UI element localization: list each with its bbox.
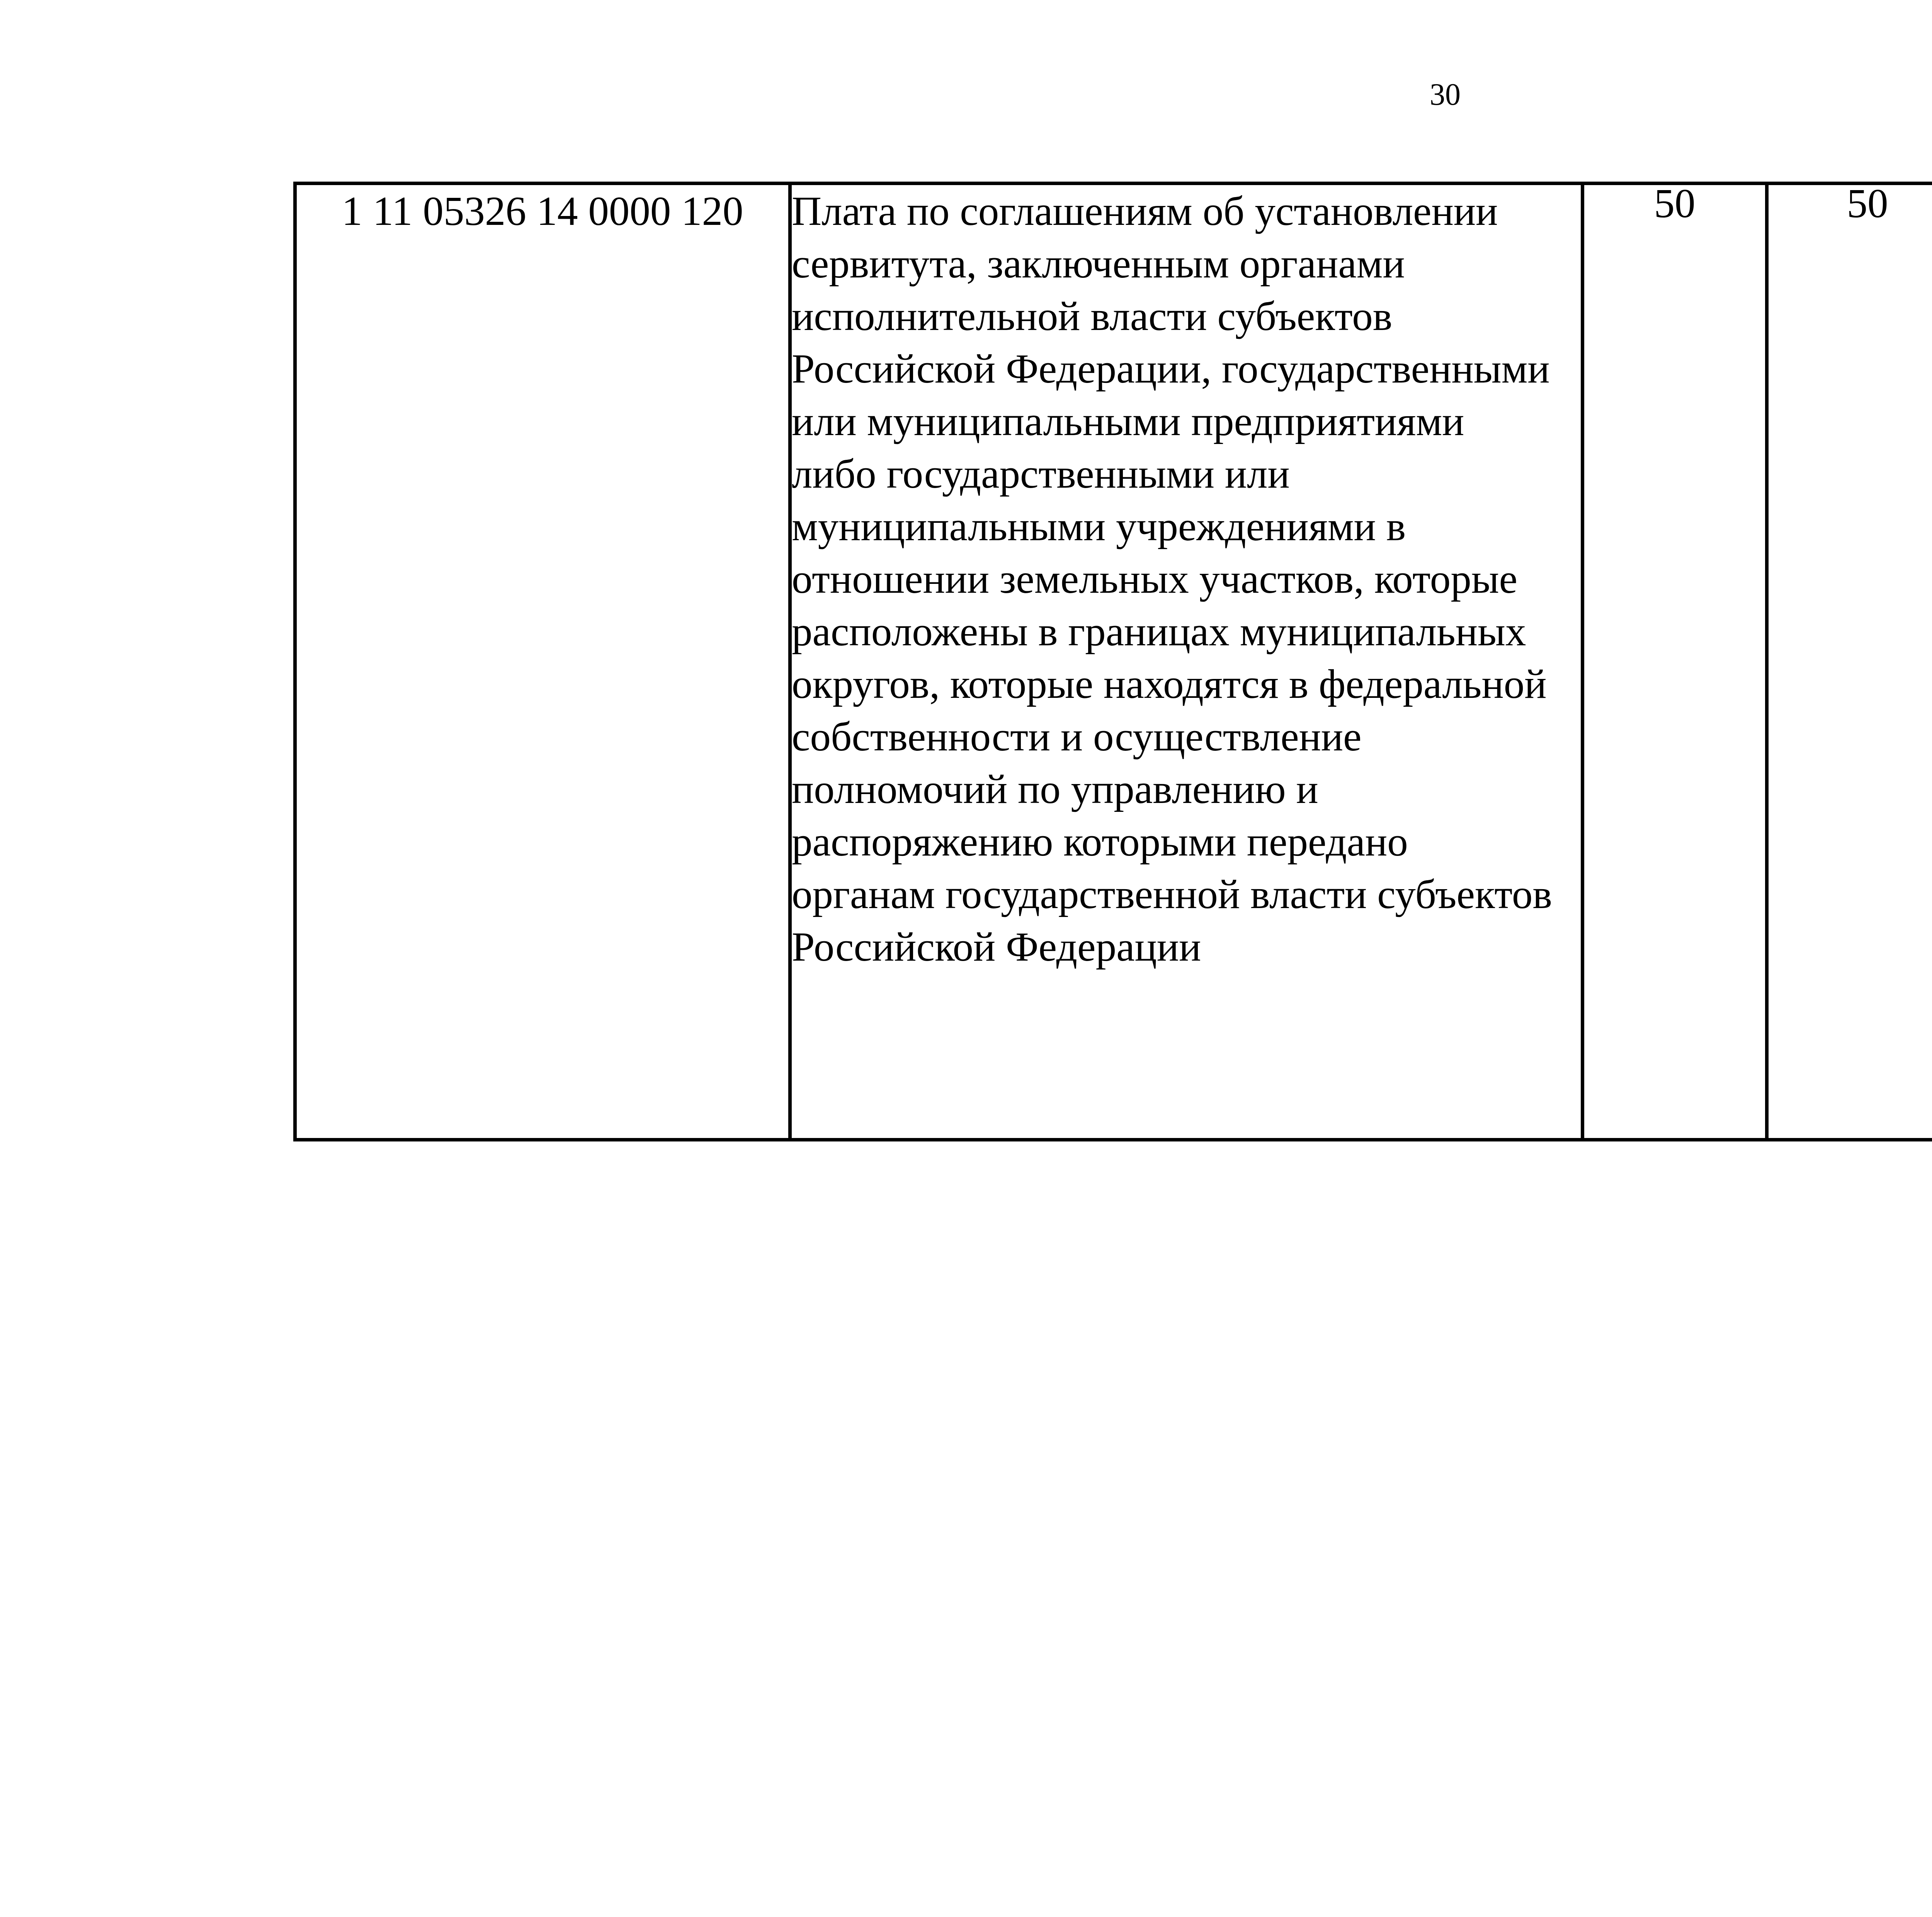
page-number: 30 (1430, 78, 1461, 112)
amount-value-1: 50 (1654, 181, 1696, 226)
amount-value-2: 50 (1847, 181, 1888, 226)
table-row (295, 184, 1932, 1140)
budget-table (293, 182, 1932, 1141)
income-code-cell: 1 11 05326 14 0000 120 (295, 184, 790, 1140)
amount-cell-2 (1767, 181, 1932, 1140)
income-description-cell: Плата по соглашениям об установлении сервитута, заключенным органами исполнительной власти субъектов Российской Федерации, государственными или муниципальными предприятиями либо государственными или муниципальными учреждениями в отношении земельных участков, которые расположены в границах муниципальных округов, которые находятся в федеральной собственности и осуществление полномочий по управлению и распоряжению которыми передано органам государственной власти субъектов Российской Федерации (790, 184, 1583, 1140)
amount-cell-1 (1583, 181, 1767, 1140)
